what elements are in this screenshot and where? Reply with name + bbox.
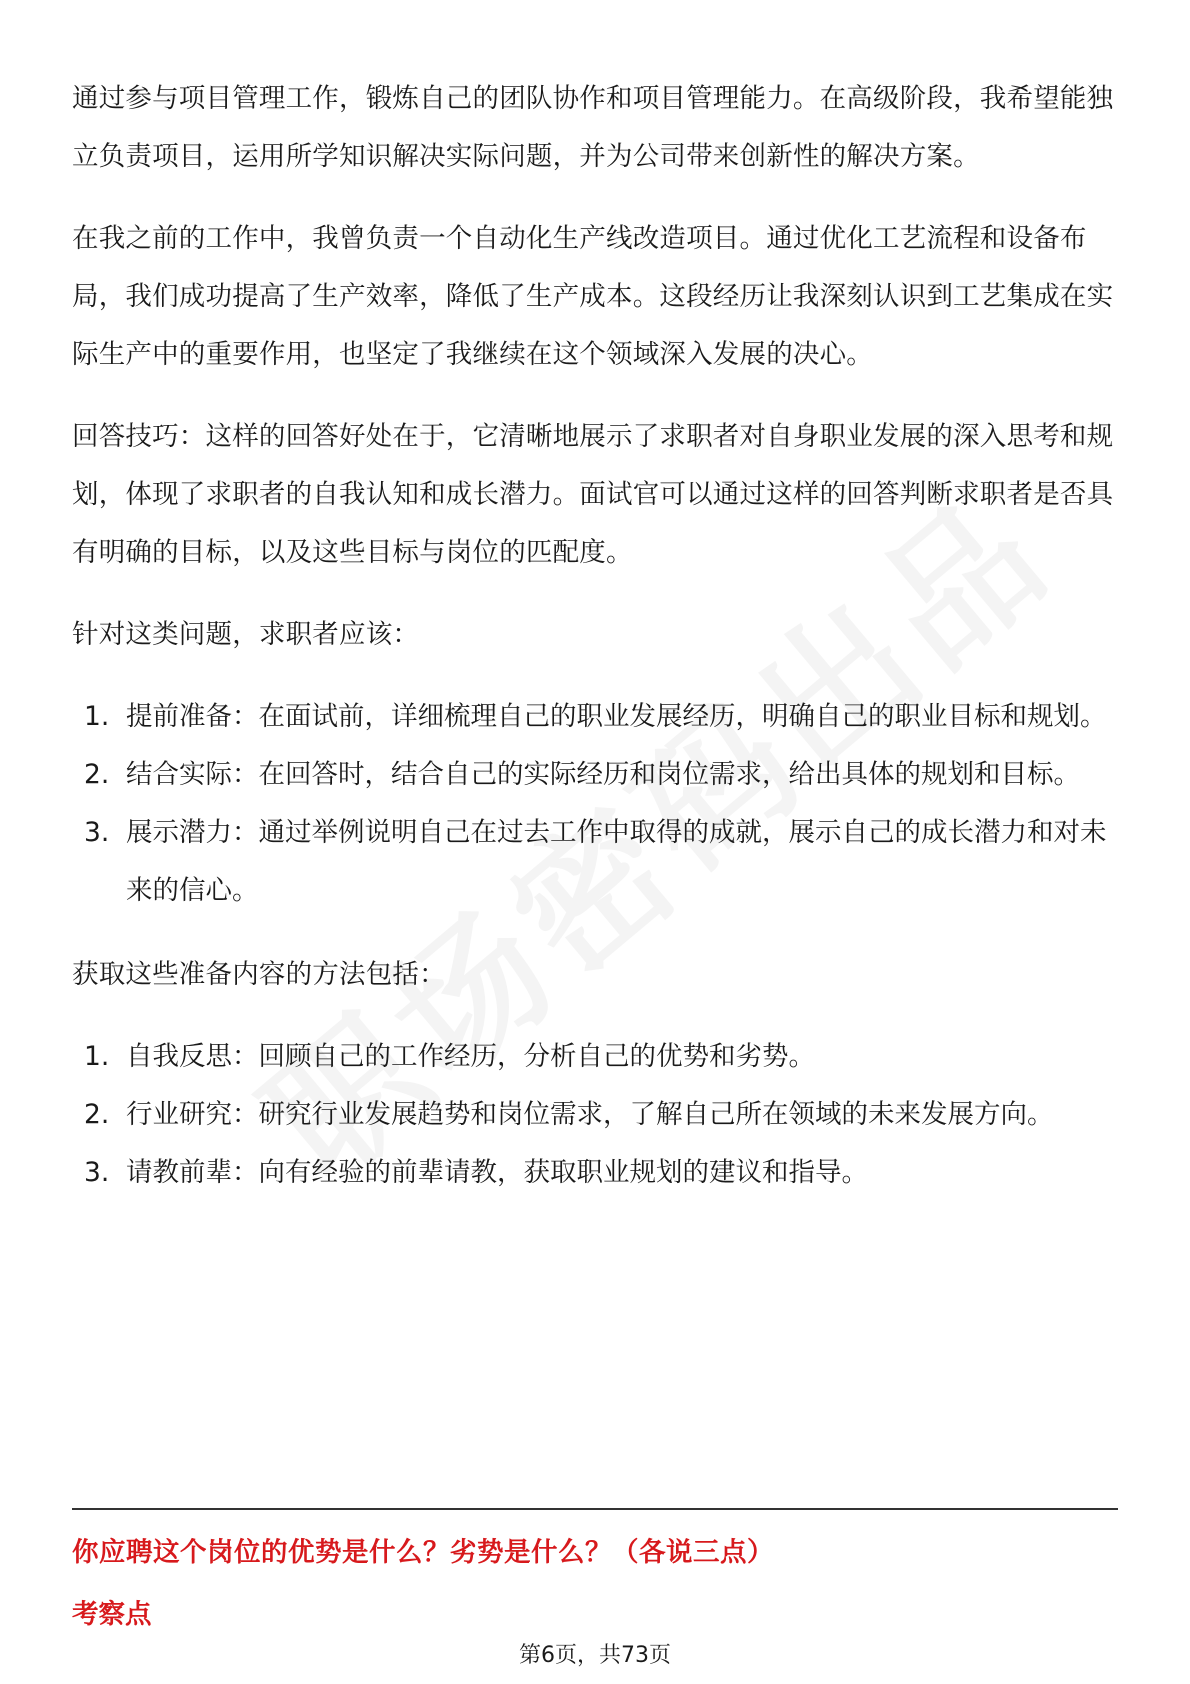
list-item: 3. 请教前辈：向有经验的前辈请教，获取职业规划的建议和指导。 [84,1157,868,1188]
list-item: 1. 提前准备：在面试前，详细梳理自己的职业发展经历，明确自己的职业目标和规划。 [84,701,1107,732]
paragraph-answer-tips: 回答技巧：这样的回答好处在于，它清晰地展示了求职者对自身职业发展的深入思考和规划，体现了求职者的自我认知和成长潜力。面试官可以通过这样的回答判断求职者是否具有明确的目标，以及这些目标与岗位的匹配度。 [72,421,1114,568]
list-item: 2. 结合实际：在回答时，结合自己的实际经历和岗位需求，给出具体的规划和目标。 [84,759,1080,790]
paragraph-prep-methods: 获取这些准备内容的方法包括： [72,959,446,990]
list-item: 2. 行业研究：研究行业发展趋势和岗位需求，了解自己所在领域的未来发展方向。 [84,1099,1054,1130]
list-item: 1. 自我反思：回顾自己的工作经历，分析自己的优势和劣势。 [84,1041,815,1072]
list-item: 3. 展示潜力：通过举例说明自己在过去工作中取得的成就，展示自己的成长潜力和对未来的信心。 [84,817,1107,906]
next-question-heading: 你应聘这个岗位的优势是什么？劣势是什么？（各说三点） [72,1537,774,1568]
prep-methods-list [72,1028,1118,1202]
document-body [72,70,1118,1228]
paragraph-past-experience: 在我之前的工作中，我曾负责一个自动化生产线改造项目。通过优化工艺流程和设备布局，我们成功提高了生产效率，降低了生产成本。这段经历让我深刻认识到工艺集成在实际生产中的重要作用，也坚定了我继续在这个领域深入发展的决心。 [72,223,1114,370]
paragraph-career-stages: 通过参与项目管理工作，锻炼自己的团队协作和项目管理能力。在高级阶段，我希望能独立负责项目，运用所学知识解决实际问题，并为公司带来创新性的解决方案。 [72,83,1114,172]
response-advice-list [72,688,1118,920]
section-divider [72,1508,1118,1510]
paragraph-how-to-respond: 针对这类问题，求职者应该： [72,619,420,650]
page-number: 第6页，共73页 [519,1643,671,1668]
assessment-points-heading: 考察点 [72,1599,152,1630]
